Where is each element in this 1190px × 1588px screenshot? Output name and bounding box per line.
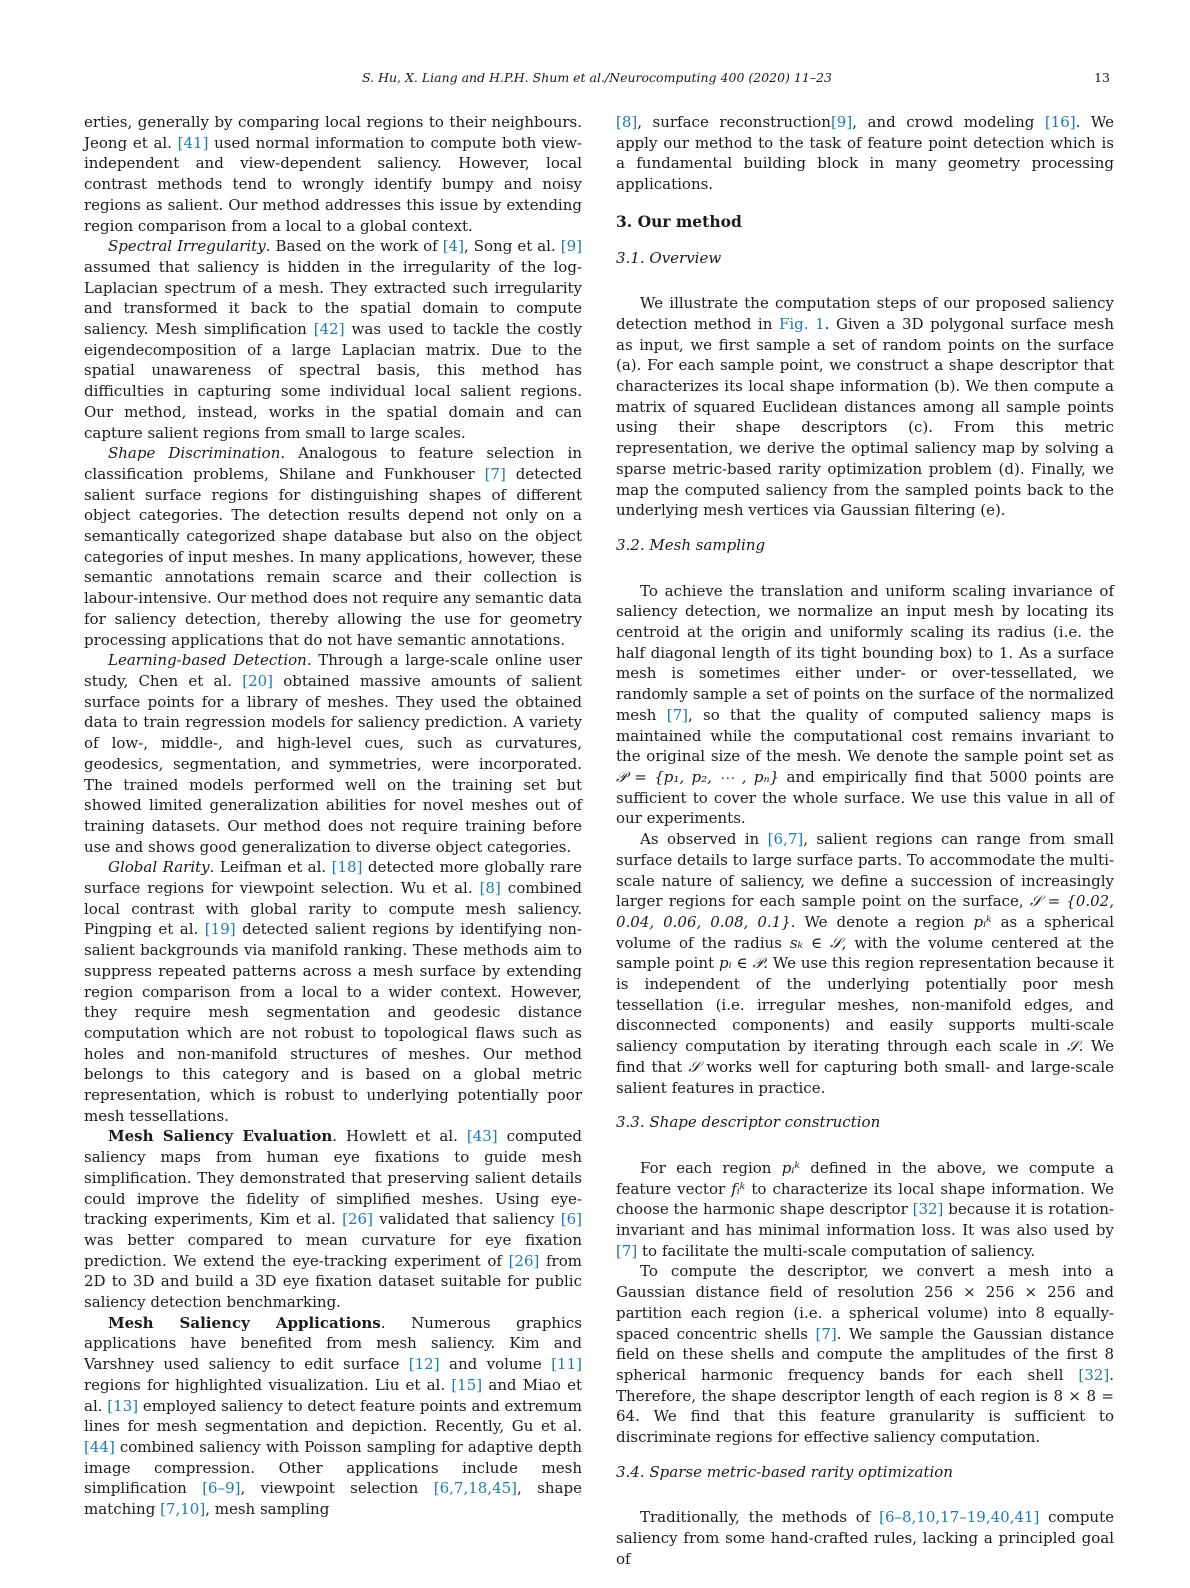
paragraph-lead: Spectral Irregularity: [108, 237, 266, 256]
paragraph-global-rarity: Global Rarity. Leifman et al. [18] detected more globally rare surface regions for viewpoint selection. Wu et al. [8] combined local contrast with global rarity to compute mesh saliency. Pingping et al. [19] detected salient regions by identifying non-salient backgrounds via manifold ranking. These methods aim to suppress repeated patterns across a mesh surface by extending region comparison from a local to a wider context. However, they require mesh segmentation and geodesic distance computation which are not robust to topological flaws such as holes and non-manifold structures of meshes. Our method belongs to this category and is based on a global metric representation, which is robust to underlying potentially poor mesh tessellations.: [84, 858, 582, 1125]
running-title: S. Hu, X. Liang and H.P.H. Shum et al./Neurocomputing 400 (2020) 11–23: [362, 70, 832, 85]
subsection-heading: 3.4. Sparse metric-based rarity optimization: [616, 1462, 953, 1481]
citation-link[interactable]: [7]: [616, 1241, 638, 1260]
math-expression: pᵢ ∈ 𝒫: [719, 954, 764, 973]
paragraph-local-contrast: erties, generally by comparing local regions to their neighbours. Jeong et al. [41] used normal information to compute both view-independent and view-dependent saliency. However, local contrast methods tend to wrongly identify bumpy and noisy regions as salient. Our method addresses this issue by extending region comparison from a local to a global context.: [84, 113, 582, 235]
paragraph-lead: Mesh Saliency Evaluation: [108, 1127, 333, 1146]
citation-link[interactable]: [4]: [442, 237, 464, 256]
citation-link[interactable]: [19]: [204, 920, 236, 939]
citation-link[interactable]: [6,7,18,45]: [433, 1479, 518, 1498]
paragraph-lead: Mesh Saliency Applications: [108, 1313, 381, 1332]
paragraph-mesh-saliency-evaluation: Mesh Saliency Evaluation. Howlett et al. [43] computed saliency maps from human eye fixations to guide mesh simplification. They demonstrated that preserving salient details could improve the fidelity of simplified meshes. Using eye-tracking experiments, Kim et al. [26] validated that saliency [6] was better compared to mean curvature for eye fixation prediction. We extend the eye-tracking experiment of [26] from 2D to 3D and build a 3D eye fixation dataset suitable for public saliency detection benchmarking.: [84, 1127, 582, 1312]
citation-link[interactable]: [44]: [84, 1438, 115, 1456]
citation-link[interactable]: [43]: [466, 1127, 498, 1146]
math-expression: sₖ ∈ 𝒮: [789, 933, 842, 952]
math-expression: pᵢᵏ: [781, 1158, 800, 1177]
citation-link[interactable]: [16]: [1044, 113, 1076, 131]
paragraph-lead: Global Rarity: [108, 858, 210, 877]
citation-link[interactable]: [12]: [408, 1355, 440, 1374]
paragraph-spectral-irregularity: Spectral Irregularity. Based on the work of [4], Song et al. [9] assumed that saliency is hidden in the irregularity of the log-Laplacian spectrum of a mesh. They extracted such irregularity and transformed it back to the spatial domain to compute saliency. Mesh simplification [42] was used to tackle the costly eigendecomposition of a large Laplacian matrix. Due to the spatial unawareness of spectral basis, this method has difficulties in capturing some individual local salient regions. Our method, instead, works in the spatial domain and can capture salient regions from small to large scales.: [84, 237, 583, 442]
paragraph-lead: Shape Discrimination: [108, 444, 281, 463]
paragraph-lead: Learning-based Detection: [108, 651, 307, 670]
paragraph-shape-descriptor: For each region pᵢᵏ defined in the above, we compute a feature vector fᵢᵏ to characterize its local shape information. We choose the harmonic shape descriptor [32] because it is rotation-invariant and has minimal information loss. It was also used by [7] to facilitate the multi-scale computation of saliency.: [616, 1158, 1114, 1260]
paragraph-overview: We illustrate the computation steps of our proposed saliency detection method in Fig. 1. Given a 3D polygonal surface mesh as input, we first sample a set of random points on the surface (a). For each sample point, we construct a shape descriptor that characterizes its local shape information (b). We then compute a matrix of squared Euclidean distances among all sample points using their shape descriptors (c). From this metric representation, we derive the optimal saliency map by solving a sparse metric-based rarity optimization problem (d). Finally, we map the computed saliency from the sampled points back to the underlying mesh vertices via Gaussian filtering (e).: [616, 294, 1114, 520]
math-expression: fᵢᵏ: [731, 1179, 746, 1198]
subsection-heading: 3.2. Mesh sampling: [616, 535, 766, 554]
citation-link[interactable]: [11]: [551, 1355, 582, 1374]
citation-link[interactable]: [6]: [560, 1210, 582, 1229]
citation-link[interactable]: [20]: [242, 671, 274, 690]
figure-link[interactable]: Fig. 1: [778, 314, 825, 333]
paragraph-multi-scale-regions: As observed in [6,7], salient regions can range from small surface details to large surface parts. To accommodate the multi-scale nature of saliency, we define a succession of increasingly larger regions for each sample point on the surface, 𝒮 = {0.02, 0.04, 0.06, 0.08, 0.1}. We denote a region pᵢᵏ as a spherical volume of the radius sₖ ∈ 𝒮, with the volume centered at the sample point pᵢ ∈ 𝒫. We use this region representation because it is independent of the underlying potentially poor mesh tessellation (i.e. irregular meshes, non-manifold edges, and disconnected components) and easily supports multi-scale saliency computation by iterating through each scale in 𝒮. We find that 𝒮 works well for capturing both small- and large-scale salient features in practice.: [616, 830, 1115, 1097]
math-expression: 𝒫 = {p₁, p₂, ⋯ , pₙ}: [616, 767, 780, 786]
paragraph-learning-based-detection: Learning-based Detection. Through a large-scale online user study, Chen et al. [20] obtained massive amounts of salient surface points for a library of meshes. They used the obtained data to train regression models for saliency prediction. A variety of low-, middle-, and high-level cues, such as curvatures, geodesics, segmentation, and symmetries, were incorporated. The trained models performed well on the training set but showed limited generalization abilities for novel meshes out of training datasets. Our method does not require training before use and shows good generalization to diverse object categories.: [84, 651, 582, 856]
paragraph-mesh-sampling: To achieve the translation and uniform scaling invariance of saliency detection, we normalize an input mesh by locating its centroid at the origin and uniformly scaling its radius (i.e. the half diagonal length of its tight bounding box) to 1. As a surface mesh is sometimes either under- or over-tessellated, we randomly sample a set of points on the surface of the normalized mesh [7], so that the quality of computed saliency maps is maintained while the computational cost remains invariant to the original size of the mesh. We denote the sample point set as 𝒫 = {p₁, p₂, ⋯ , pₙ} and empirically find that 5000 points are sufficient to cover the whole surface. We use this value in all of our experiments.: [616, 581, 1114, 828]
citation-link[interactable]: [13]: [107, 1396, 139, 1415]
citation-link[interactable]: [26]: [342, 1210, 373, 1229]
paragraph-mesh-saliency-applications: Mesh Saliency Applications. Numerous graphics applications have benefited from mesh saliency. Kim and Varshney used saliency to edit surface [12] and volume [11] regions for highlighted visualization. Liu et al. [15] and Miao et al. [13] employed saliency to detect feature points and extremum lines for mesh segmentation and depiction. Recently, Gu et al. [44] combined saliency with Poisson sampling for adaptive depth image compression. Other applications include mesh simplification [6–9], viewpoint selection [6,7,18,45], shape matching [7,10], mesh sampling: [84, 1313, 583, 1519]
citation-link[interactable]: [7,10]: [160, 1500, 206, 1519]
citation-link[interactable]: [26]: [508, 1251, 540, 1270]
citation-link[interactable]: [9]: [830, 113, 853, 131]
citation-link[interactable]: [8]: [616, 113, 638, 131]
running-header: [84, 70, 1110, 90]
subsection-heading: 3.1. Overview: [616, 248, 722, 267]
subsection-heading: 3.3. Shape descriptor construction: [616, 1113, 881, 1132]
citation-link[interactable]: [8]: [479, 879, 501, 898]
citation-link[interactable]: [6,7]: [767, 830, 804, 849]
citation-link[interactable]: [32]: [1078, 1365, 1110, 1384]
left-column: [84, 112, 582, 1520]
citation-link[interactable]: [32]: [912, 1200, 944, 1219]
citation-link[interactable]: [42]: [313, 320, 345, 339]
math-expression: 𝒮: [1067, 1037, 1079, 1056]
citation-link[interactable]: [9]: [560, 237, 583, 256]
citation-link[interactable]: [18]: [331, 858, 363, 877]
citation-link[interactable]: [6–8,10,17–19,40,41]: [879, 1508, 1040, 1527]
citation-link[interactable]: [7]: [484, 464, 506, 483]
paragraph-rarity-optimization: Traditionally, the methods of [6–8,10,17–19,40,41] compute saliency from some hand-crafted rules, lacking a principled goal of: [616, 1508, 1114, 1568]
citation-link[interactable]: [7]: [815, 1324, 837, 1343]
paragraph-shape-discrimination: Shape Discrimination. Analogous to feature selection in classification problems, Shilane and Funkhouser [7] detected salient surface regions for distinguishing shapes of different object categories. The detection results depend not only on a semantically categorized shape database but also on the object categories of input meshes. In many applications, however, these semantic annotations remain scarce and their collection is labour-intensive. Our method does not require any semantic data for saliency detection, thereby allowing the use for geometry processing applications that do not have semantic annotations.: [84, 444, 582, 649]
paragraph-descriptor-computation: To compute the descriptor, we convert a mesh into a Gaussian distance field of resolution 256 × 256 × 256 and partition each region (i.e. a spherical volume) into 8 equally-spaced concentric shells [7]. We sample the Gaussian distance field on these shells and compute the amplitudes of the first 8 spherical harmonic frequency bands for each shell [32]. Therefore, the shape descriptor length of each region is 8 × 8 = 64. We find that this feature granularity is sufficient to discriminate regions for effective saliency computation.: [616, 1262, 1114, 1447]
citation-link[interactable]: [7]: [666, 705, 688, 724]
section-heading: 3. Our method: [616, 211, 742, 231]
math-expression: 𝒮: [688, 1057, 701, 1076]
page-number: 13: [1094, 70, 1110, 85]
citation-link[interactable]: [6–9]: [202, 1479, 241, 1498]
math-expression: 𝒮 = {0.02, 0.04, 0.06, 0.08, 0.1}: [616, 892, 1114, 931]
citation-link[interactable]: [41]: [177, 133, 209, 152]
right-column: [616, 112, 1114, 1570]
paragraph-applications-continued: [8], surface reconstruction[9], and crowd modeling [16]. We apply our method to the task of feature point detection which is a fundamental building block in many geometry processing applications.: [616, 113, 1114, 194]
math-expression: pᵢᵏ: [973, 912, 992, 931]
citation-link[interactable]: [15]: [451, 1375, 483, 1394]
